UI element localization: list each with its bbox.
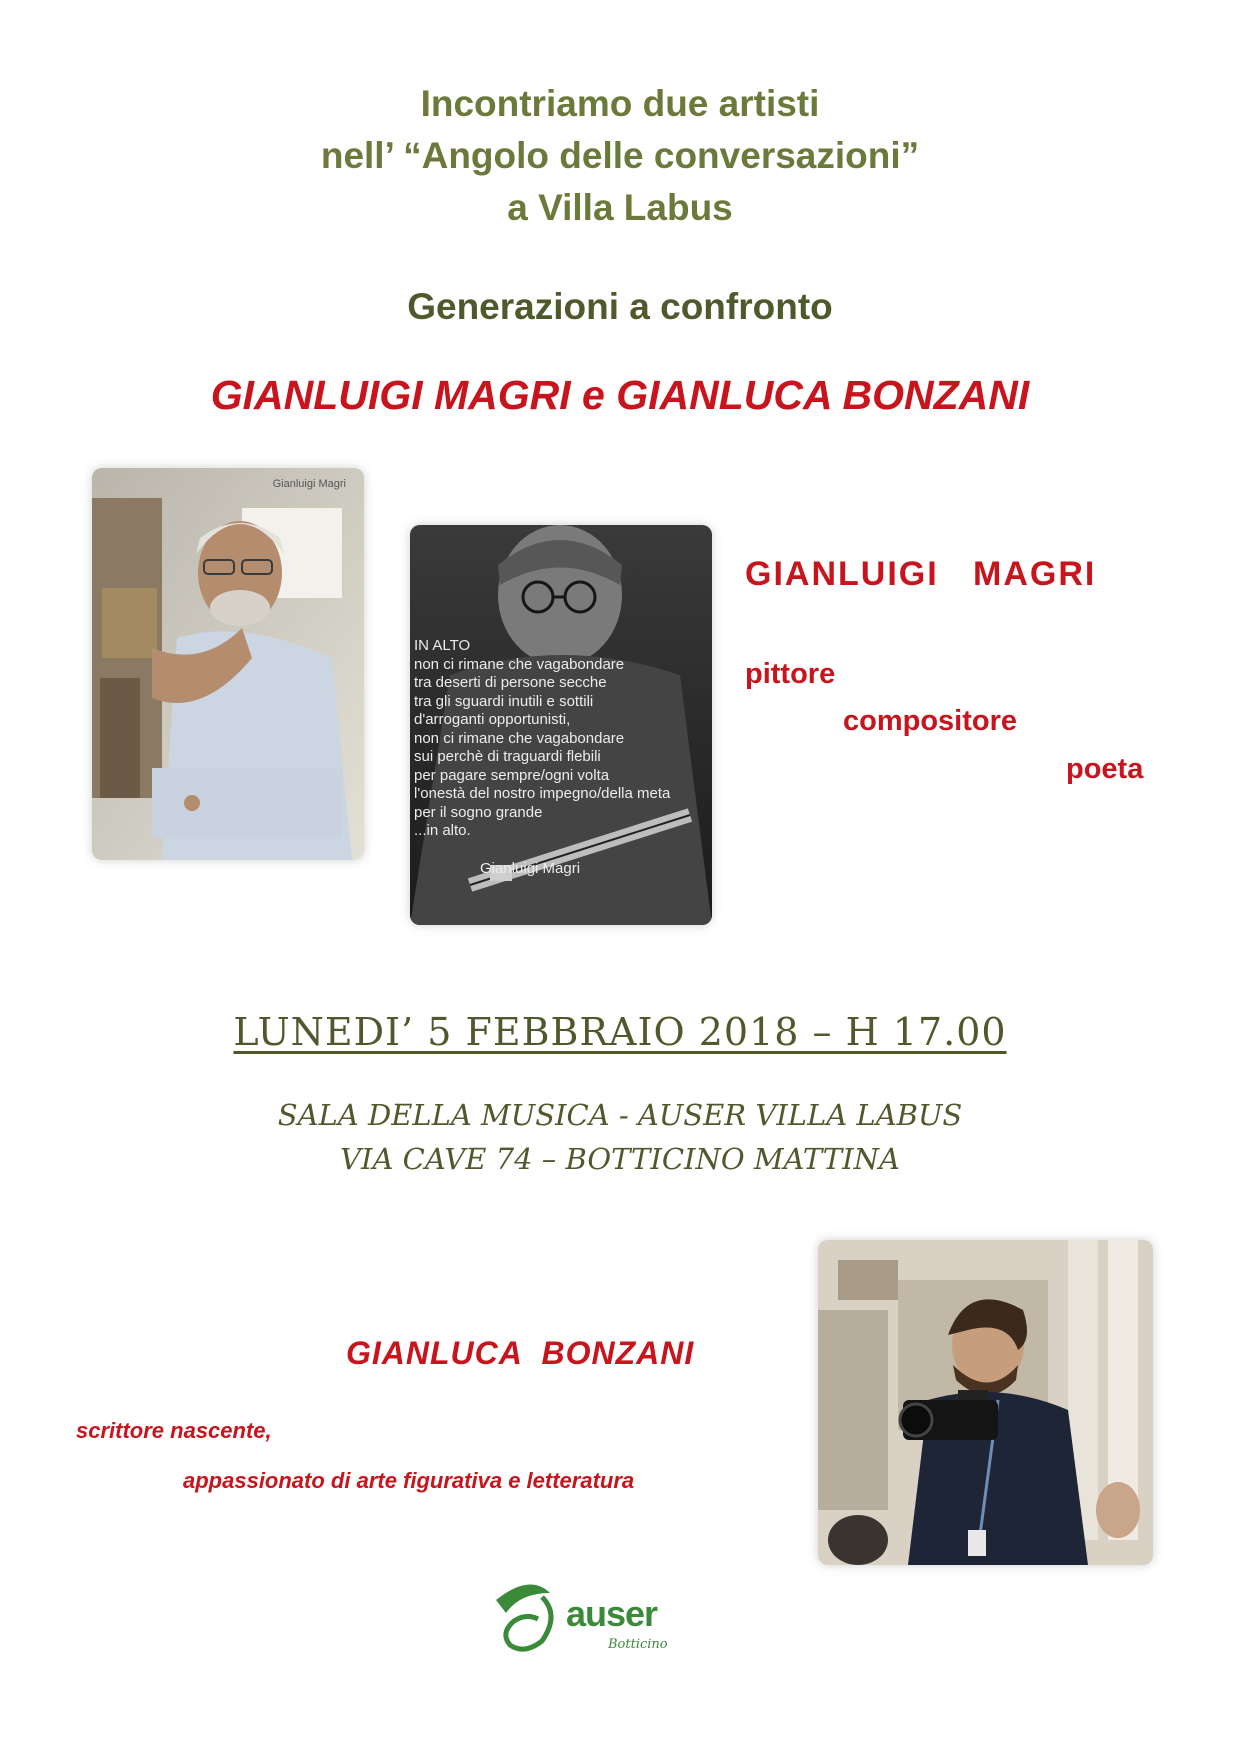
bonzani-desc-2: appassionato di arte figurativa e letteratura <box>183 1468 635 1493</box>
venue-line-2: VIA CAVE 74 – BOTTICINO MATTINA <box>340 1142 900 1176</box>
poem-line: d'arroganti opportunisti, <box>414 711 571 728</box>
role-pittore: pittore <box>745 658 836 690</box>
bonzani-camera-illustration <box>818 1240 1153 1565</box>
header-line-1: Incontriamo due artisti <box>420 83 820 124</box>
poem-line: sui perchè di traguardi flebili <box>414 748 601 765</box>
poem-line: per il sogno grande <box>414 803 543 821</box>
poem-line: non ci rimane che vagabondare <box>414 729 625 747</box>
auser-logo-name: auser <box>566 1593 658 1634</box>
role-poeta: poeta <box>1066 753 1144 785</box>
event-date-text: LUNEDI’ 5 FEBBRAIO 2018 – H 17.00 <box>233 1010 1007 1054</box>
bonzani-photo <box>818 1240 1153 1565</box>
poem-line: per pagare sempre/ogni volta <box>414 766 610 784</box>
artists-title: GIANLUIGI MAGRI e GIANLUCA BONZANI <box>210 372 1030 418</box>
bonzani-label: GIANLUCA BONZANI <box>346 1335 695 1371</box>
poem-line: ...in alto. <box>414 822 471 839</box>
poem-line: l'onestà del nostro impegno/della meta <box>414 785 671 802</box>
event-date <box>0 1010 1240 1054</box>
poem-line: tra deserti di persone secche <box>414 674 607 691</box>
poem-title: IN ALTO <box>414 637 471 654</box>
magri-label: GIANLUIGI MAGRI <box>745 555 1097 593</box>
header-line-3: a Villa Labus <box>507 187 733 228</box>
poem-line: tra gli sguardi inutili e sottili <box>414 692 594 710</box>
magri-poem-photo <box>410 525 712 925</box>
poem-line: non ci rimane che vagabondare <box>414 655 625 673</box>
subtitle: Generazioni a confronto <box>407 286 833 327</box>
header-line-2: nell’ “Angolo delle conversazioni” <box>320 135 920 176</box>
auser-logo-sub: Botticino <box>608 1637 668 1652</box>
venue-line-1: SALA DELLA MUSICA - AUSER VILLA LABUS <box>277 1098 963 1132</box>
role-compositore: compositore <box>843 705 1018 737</box>
magri-portrait-illustration <box>92 468 364 860</box>
magri-portrait-caption: Gianluigi Magri <box>272 478 346 490</box>
auser-logo <box>490 1575 690 1660</box>
magri-portrait-photo <box>92 468 364 860</box>
bonzani-desc-1: scrittore nascente, <box>76 1418 272 1443</box>
poem-signature: Gianluigi Magri <box>480 860 581 877</box>
